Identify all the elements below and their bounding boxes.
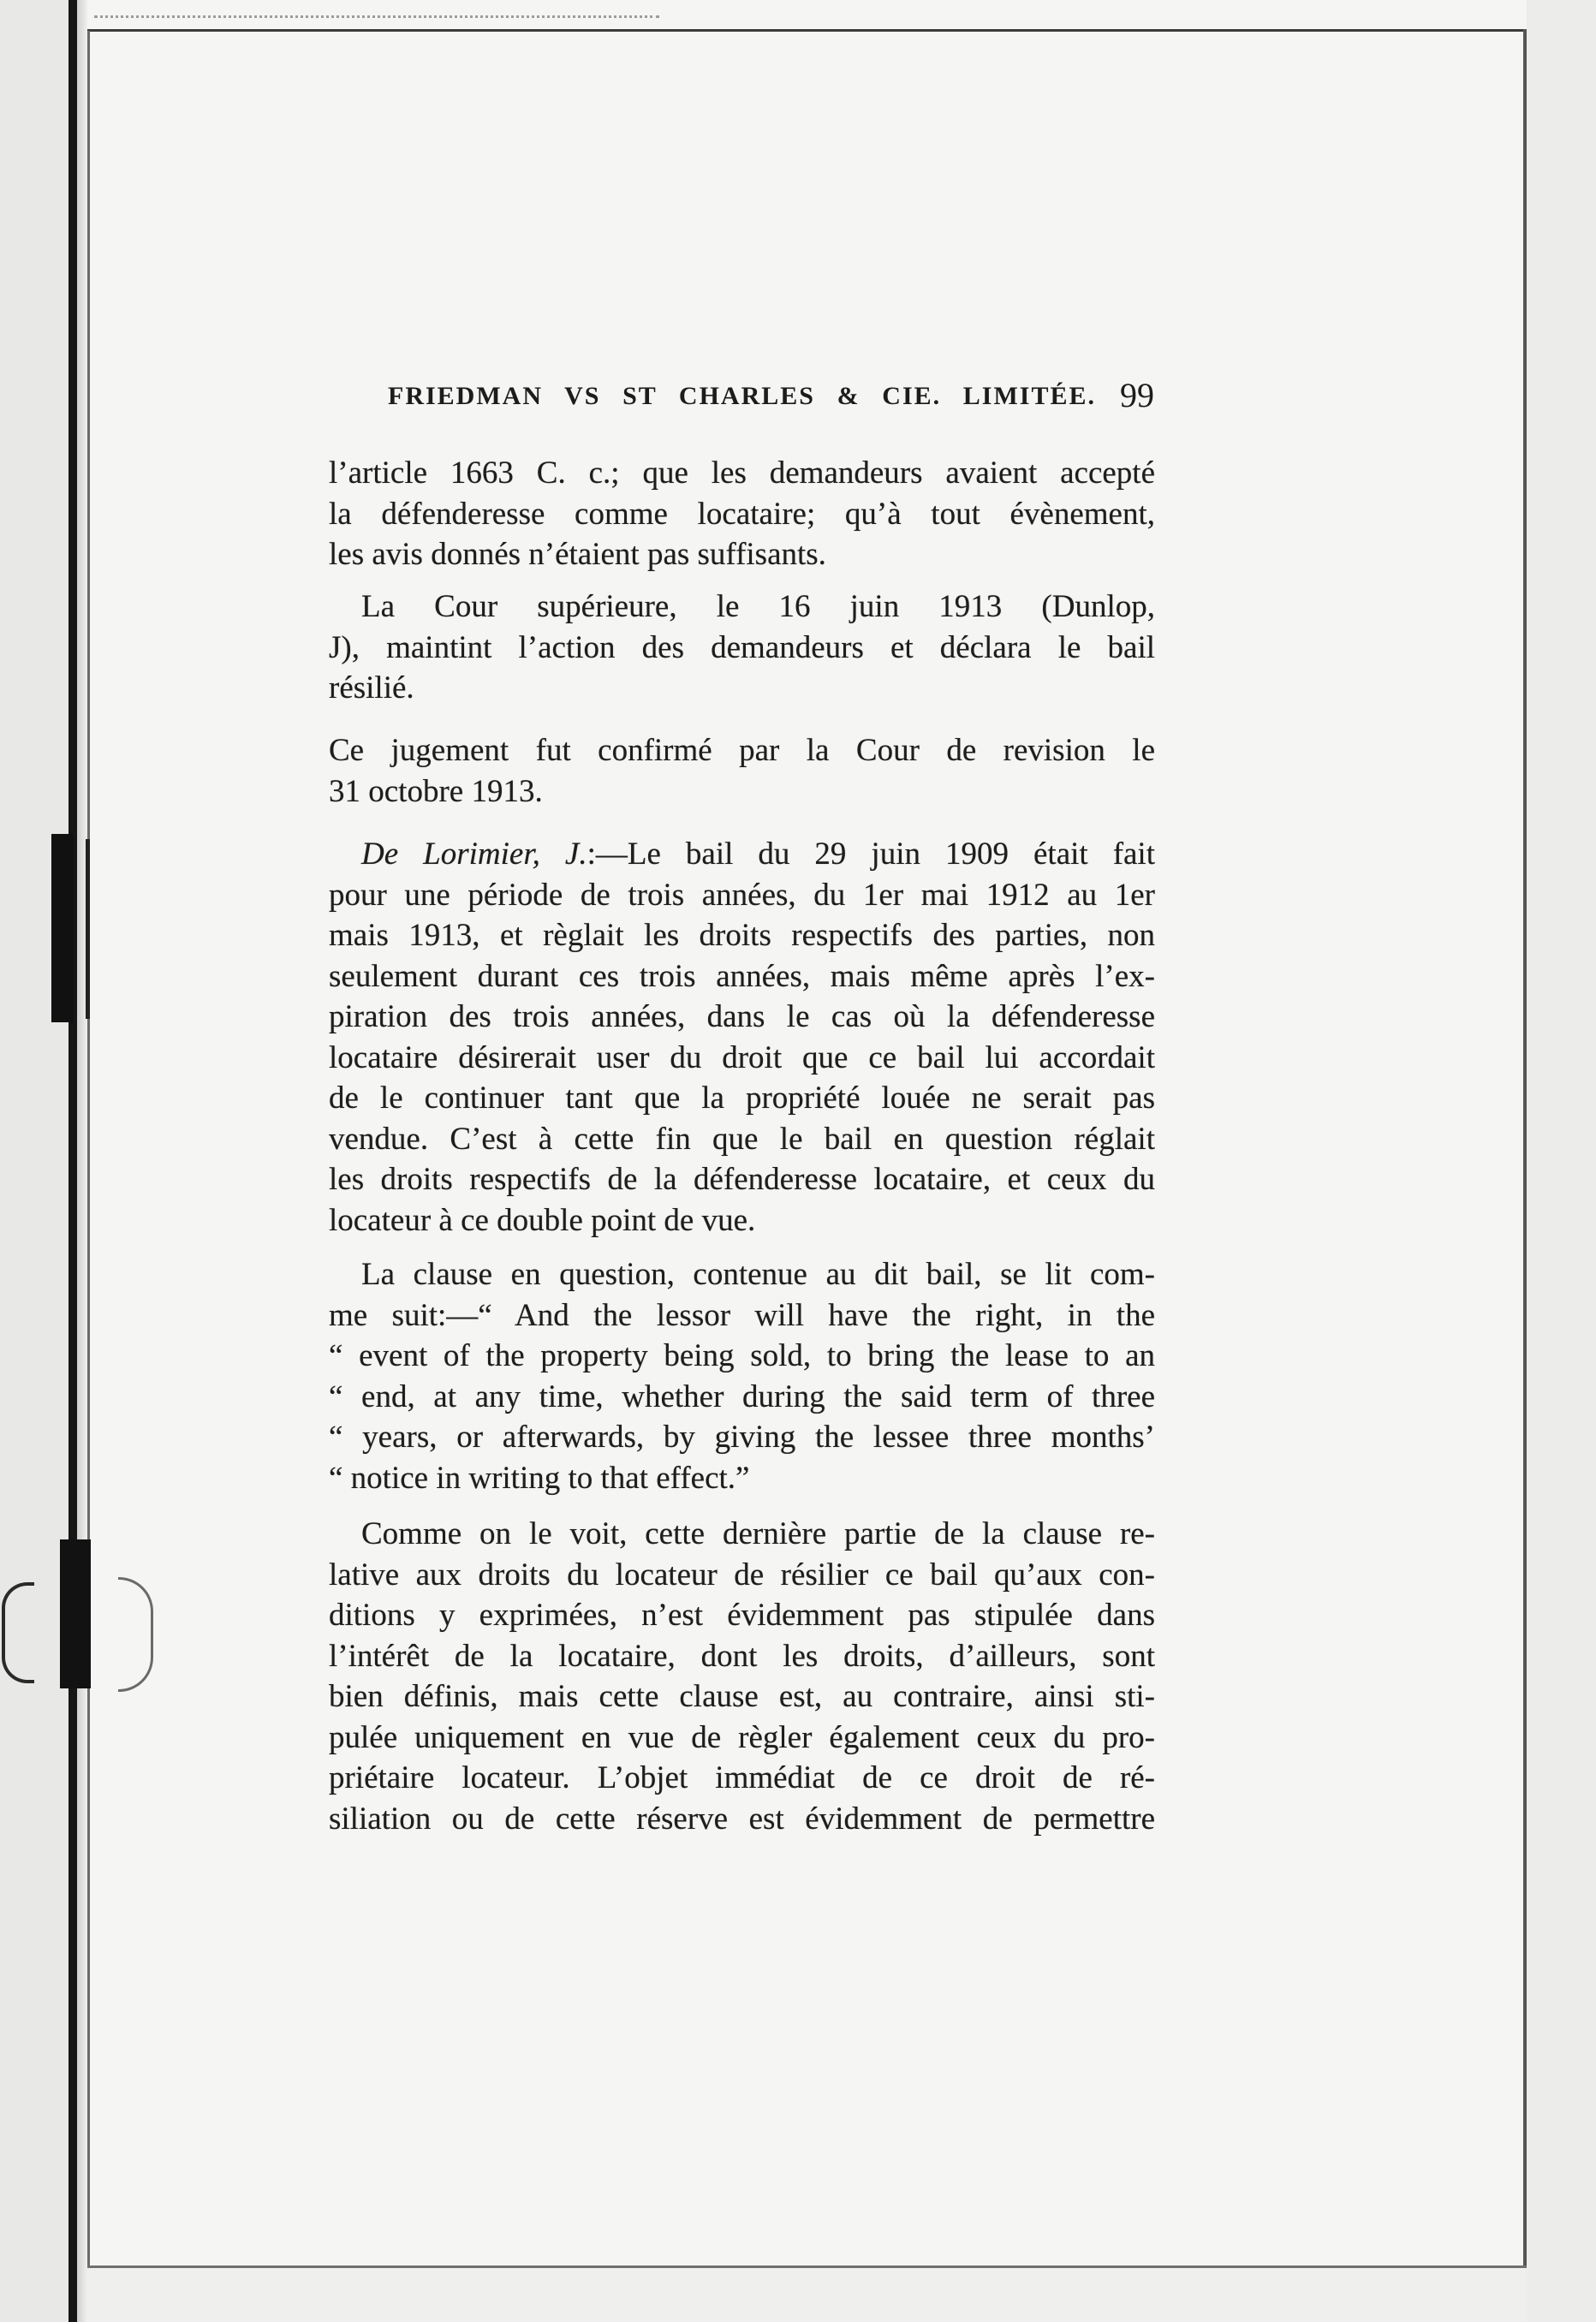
left-margin bbox=[0, 0, 68, 2322]
text-line: priétaire locateur. L’objet immédiat de ce droit de ré- bbox=[329, 1760, 1155, 1795]
binding-ring-right bbox=[118, 1577, 153, 1692]
text-span: :—Le bail du 29 juin 1909 était fait bbox=[587, 837, 1155, 872]
gutter-shadow bbox=[77, 0, 87, 2322]
bottom-margin bbox=[87, 2268, 1527, 2322]
text-line: “ notice in writing to that effect.” bbox=[329, 1460, 750, 1496]
binding-ring-left bbox=[2, 1582, 34, 1683]
paragraph bbox=[329, 730, 1155, 812]
text-line: “ event of the property being sold, to bring the lease to an bbox=[329, 1338, 1155, 1373]
text-line: seulement durant ces trois années, mais même après l’ex- bbox=[329, 958, 1155, 994]
text-line: “ end, at any time, whether during the said term of three bbox=[329, 1378, 1155, 1414]
text-line: La clause en question, contenue au dit bail, se lit com- bbox=[361, 1257, 1155, 1292]
text-line: Comme on le voit, cette dernière partie de la clause re- bbox=[361, 1516, 1155, 1551]
page-edge-top bbox=[87, 29, 1526, 32]
text-line: résilié. bbox=[329, 670, 414, 706]
text-line: pulée uniquement en vue de règler également ceux du pro- bbox=[329, 1719, 1155, 1755]
binding-mark-upper-line bbox=[86, 839, 90, 1019]
text-line: les avis donnés n’étaient pas suffisants. bbox=[329, 537, 826, 572]
text-line: lative aux droits du locateur de résilier ce bail qu’aux con- bbox=[329, 1557, 1155, 1593]
text-line: de le continuer tant que la propriété louée ne serait pas bbox=[329, 1081, 1155, 1116]
paragraph bbox=[329, 1514, 1155, 1839]
text-line: “ years, or afterwards, by giving the lessee three months’ bbox=[329, 1420, 1155, 1455]
text-line: les droits respectifs de la défenderesse locataire, et ceux du bbox=[329, 1162, 1155, 1197]
page-edge-right bbox=[1523, 29, 1527, 2267]
page-number: 99 bbox=[1120, 376, 1154, 414]
page-edge-left bbox=[87, 31, 90, 2267]
binding-spine bbox=[68, 0, 77, 2322]
text-line: 31 octobre 1913. bbox=[329, 773, 543, 809]
top-edge-scribble bbox=[94, 15, 659, 27]
opinion-author: De Lorimier, J. bbox=[361, 837, 587, 872]
running-title: FRIEDMAN VS ST CHARLES & CIE. LIMITÉE. bbox=[388, 382, 1096, 410]
paragraph bbox=[329, 586, 1155, 709]
text-line: locateur à ce double point de vue. bbox=[329, 1202, 756, 1238]
text-line: locataire désirerait user du droit que ce bail lui accordait bbox=[329, 1039, 1155, 1075]
paragraph bbox=[329, 453, 1155, 575]
paragraph bbox=[329, 834, 1155, 1241]
text-line: mais 1913, et règlait les droits respectifs des parties, non bbox=[329, 918, 1155, 953]
text-line: vendue. C’est à cette fin que le bail en question réglait bbox=[329, 1121, 1155, 1157]
text-line: l’article 1663 C. c.; que les demandeurs avaient accepté bbox=[329, 455, 1155, 491]
paragraph bbox=[329, 1254, 1155, 1498]
text-line: J), maintint l’action des demandeurs et déclara le bail bbox=[329, 629, 1155, 665]
text-line: siliation ou de cette réserve est évidemment de permettre bbox=[329, 1801, 1155, 1837]
text-line: La Cour supérieure, le 16 juin 1913 (Dunlop, bbox=[361, 589, 1155, 624]
binding-mark-lower bbox=[60, 1539, 91, 1688]
page-edge-bottom bbox=[87, 2265, 1527, 2268]
text-line: l’intérêt de la locataire, dont les droits, d’ailleurs, sont bbox=[329, 1638, 1155, 1674]
text-line: piration des trois années, dans le cas où la défenderesse bbox=[329, 999, 1155, 1034]
text-line: pour une période de trois années, du 1er mai 1912 au 1er bbox=[329, 877, 1155, 913]
binding-mark-upper bbox=[51, 834, 74, 1022]
text-line bbox=[329, 834, 1155, 875]
text-line: me suit:—“ And the lessor will have the right, in the bbox=[329, 1297, 1155, 1333]
text-line: bien définis, mais cette clause est, au contraire, ainsi sti- bbox=[329, 1679, 1155, 1714]
right-margin bbox=[1527, 0, 1596, 2322]
text-line: la défenderesse comme locataire; qu’à tout évènement, bbox=[329, 496, 1155, 532]
text-line: Ce jugement fut confirmé par la Cour de revision le bbox=[329, 733, 1155, 768]
text-line: ditions y exprimées, n’est évidemment pas stipulée dans bbox=[329, 1598, 1155, 1633]
